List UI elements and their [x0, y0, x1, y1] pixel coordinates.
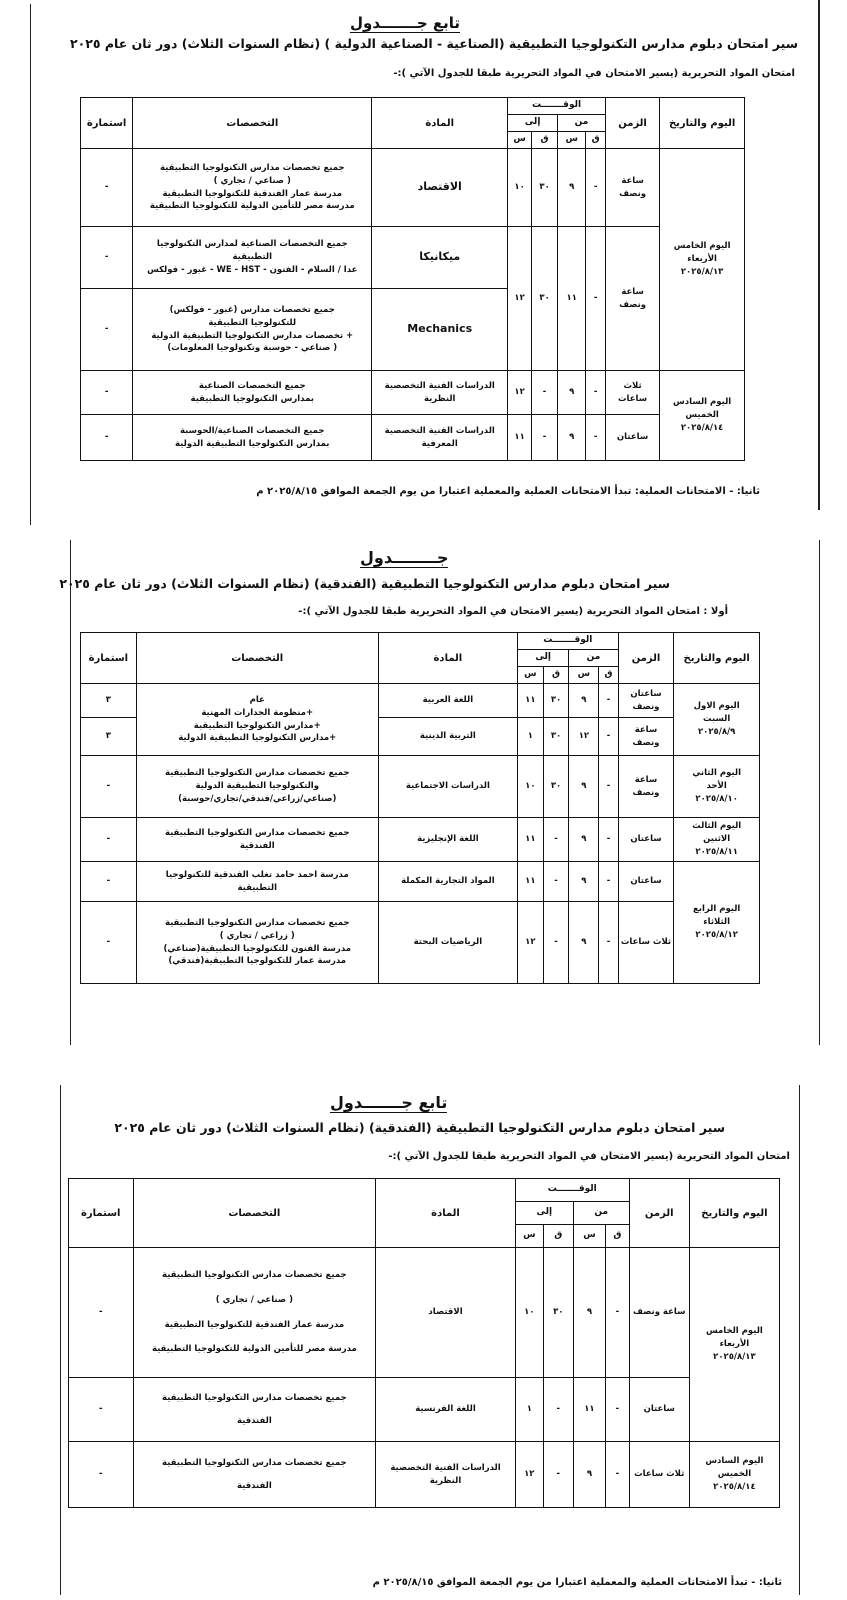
header-specs: التخصصات [133, 1179, 376, 1248]
from-hour-cell: ٩ [573, 1248, 605, 1378]
header-duration: الزمن [618, 633, 674, 684]
from-minute-cell: - [599, 818, 618, 862]
header-from-hour: س [558, 132, 586, 149]
page-subtitle: امتحان المواد التحريرية (يسير الامتحان في المواد التحريرية طبقا للجدول الآتي ):- [393, 68, 795, 79]
from-minute-cell: - [606, 1248, 630, 1378]
subject-cell: اللغة الإنجليزية [378, 818, 517, 862]
duration-cell: ساعة ونصف [629, 1248, 689, 1378]
specs-cell: جميع تخصصات مدارس التكنولوجيا التطبيقية الفندقية [133, 1442, 376, 1508]
to-hour-cell: ١١ [508, 415, 532, 461]
subject-cell: الدراسات الفنية التخصصية المعرفية [372, 415, 508, 461]
to-minute-cell: - [543, 818, 569, 862]
to-minute-cell: ٣٠ [532, 227, 558, 371]
form-cell: - [81, 149, 133, 227]
form-cell: - [69, 1442, 134, 1508]
header-form: استمارة [81, 633, 137, 684]
specs-cell: مدرسة احمد حامد تغلب الفندقية للتكنولوجيا التطبيقية [136, 862, 378, 902]
duration-cell: ساعة ونصف [605, 227, 659, 371]
from-hour-cell: ١١ [558, 227, 586, 371]
duration-cell: ساعتان [629, 1378, 689, 1442]
form-cell: - [81, 862, 137, 902]
to-hour-cell: ١١ [517, 862, 543, 902]
header-from: من [573, 1202, 629, 1225]
specs-cell: جميع تخصصات مدارس التكنولوجيا التطبيقية ( زراعي / تجاري ) مدرسة الفنون للتكنولوجيا التطبيقية(صناعي) مدرسة عمار للتكنولوجيا التطبيقية(فندقي) [136, 902, 378, 984]
page-border-right [819, 540, 820, 1045]
header-day: اليوم والتاريخ [689, 1179, 779, 1248]
subject-cell: اللغة الفرنسية [376, 1378, 516, 1442]
schedule-page-hotel-continued [60, 1085, 800, 1595]
from-minute-cell: - [606, 1378, 630, 1442]
day-cell: اليوم الخامس الأربعاء ٢٠٢٥/٨/١٣ [660, 149, 745, 371]
specs-cell: جميع تخصصات مدارس التكنولوجيا التطبيقية ( صناعي / تجاري ) مدرسة عمار الفندقية للتكنولوجيا التطبيقية مدرسة مصر للتأمين الدولية للتكنولوجيا التطبيقية [133, 1248, 376, 1378]
form-cell: - [81, 371, 133, 415]
header-to: إلى [517, 650, 568, 667]
from-minute-cell: - [599, 684, 618, 718]
from-hour-cell: ٩ [569, 684, 599, 718]
to-minute-cell: ٣٠ [543, 684, 569, 718]
to-minute-cell: - [543, 902, 569, 984]
subject-cell: الدراسات الاجتماعية [378, 756, 517, 818]
from-hour-cell: ٩ [569, 862, 599, 902]
duration-cell: ساعتان ونصف [618, 684, 674, 718]
page-heading: جــــــــدول [360, 548, 449, 567]
page-footer-note: ثانيا: - الامتحانات العملية: تبدأ الامتحانات العملية والمعملية اعتبارا من يوم الجمعة الموافق ٢٠٢٥/٨/١٥ م [256, 486, 760, 497]
to-hour-cell: ١٢ [508, 227, 532, 371]
header-time: الوقـــــــت [515, 1179, 629, 1202]
from-minute-cell: - [599, 756, 618, 818]
subject-cell: المواد التجارية المكملة [378, 862, 517, 902]
from-hour-cell: ٩ [569, 756, 599, 818]
duration-cell: ساعة ونصف [618, 718, 674, 756]
header-to-hour: س [517, 667, 543, 684]
header-specs: التخصصات [133, 98, 372, 149]
header-time: الوقـــــــت [508, 98, 606, 115]
header-from-hour: س [573, 1225, 605, 1248]
subject-cell: الدراسات الفنية التخصصية النظرية [372, 371, 508, 415]
exam-table [68, 1178, 780, 1508]
to-minute-cell: - [543, 862, 569, 902]
header-form: استمارة [69, 1179, 134, 1248]
to-hour-cell: ١٠ [515, 1248, 543, 1378]
specs-cell: جميع تخصصات مدارس التكنولوجيا التطبيقية ( صناعي / تجاري ) مدرسة عمار الفندقية للتكنولوجيا التطبيقية مدرسة مصر للتأمين الدولية للتكنولوجيا التطبيقية [133, 149, 372, 227]
page-subtitle: امتحان المواد التحريرية (يسير الامتحان في المواد التحريرية طبقا للجدول الآتي ):- [388, 1151, 790, 1162]
specs-cell: جميع التخصصات الصناعية بمدارس التكنولوجيا التطبيقية [133, 371, 372, 415]
from-minute-cell: - [586, 415, 606, 461]
subject-cell: الاقتصاد [376, 1248, 516, 1378]
to-hour-cell: ١ [515, 1378, 543, 1442]
page-title: سير امتحان دبلوم مدارس التكنولوجيا التطبيقية (الفندقية) (نظام السنوات الثلاث) دور ثان عام ٢٠٢٥ [114, 1120, 725, 1135]
day-cell: اليوم الخامس الأربعاء ٢٠٢٥/٨/١٣ [689, 1248, 779, 1442]
from-hour-cell: ٩ [558, 149, 586, 227]
from-hour-cell: ٩ [558, 371, 586, 415]
duration-cell: ساعة ونصف [605, 149, 659, 227]
to-hour-cell: ١١ [517, 684, 543, 718]
header-from-hour: س [569, 667, 599, 684]
to-minute-cell: - [543, 1378, 573, 1442]
duration-cell: ثلاث ساعات [605, 371, 659, 415]
to-hour-cell: ١ [517, 718, 543, 756]
page-border-left [30, 4, 31, 525]
page-title: سير امتحان دبلوم مدارس التكنولوجيا التطبيقية (الصناعية - الصناعية الدولية ) (نظام السنوات الثلاث) دور ثان عام ٢٠٢٥ [69, 36, 798, 51]
from-minute-cell: - [586, 371, 606, 415]
subject-cell: الاقتصاد [372, 149, 508, 227]
specs-cell: جميع تخصصات مدارس التكنولوجيا التطبيقية الفندقية [133, 1378, 376, 1442]
from-minute-cell: - [599, 862, 618, 902]
to-hour-cell: ١٠ [508, 149, 532, 227]
form-cell: ٣ [81, 718, 137, 756]
to-minute-cell: - [532, 415, 558, 461]
form-cell: - [81, 818, 137, 862]
from-hour-cell: ١١ [573, 1378, 605, 1442]
page-subtitle: أولا : امتحان المواد التحريرية (يسير الامتحان في المواد التحريرية طبقا للجدول الآتي ):- [298, 606, 728, 617]
from-minute-cell: - [586, 227, 606, 371]
specs-cell: جميع تخصصات مدارس التكنولوجيا التطبيقية والتكنولوجيا التطبيقية الدولية (صناعي/زراعي/فندقي/تجاري/حوسبة) [136, 756, 378, 818]
header-duration: الزمن [605, 98, 659, 149]
header-from-minute: ق [599, 667, 618, 684]
header-to: إلى [515, 1202, 573, 1225]
header-subject: المادة [376, 1179, 516, 1248]
page-border-left [70, 540, 71, 1045]
page-heading: تابع جـــــــدول [350, 14, 461, 32]
form-cell: ٣ [81, 684, 137, 718]
form-cell: - [81, 756, 137, 818]
from-minute-cell: - [606, 1442, 630, 1508]
from-minute-cell: - [599, 902, 618, 984]
specs-cell: جميع تخصصات مدارس (غبور - فولكس) للتكنولوجيا التطبيقية + تخصصات مدارس التكنولوجيا التطبيقية الدولية ( صناعي - حوسبة وتكنولوجيا المعلومات) [133, 289, 372, 371]
subject-cell: الدراسات الفنية التخصصية النظرية [376, 1442, 516, 1508]
specs-cell: عام +منظومة الجدارات المهنية +مدارس التكنولوجيا التطبيقية +مدارس التكنولوجيا التطبيقية الدولية [136, 684, 378, 756]
duration-cell: ساعتان [618, 818, 674, 862]
from-minute-cell: - [599, 718, 618, 756]
day-cell: اليوم السادس الخميس ٢٠٢٥/٨/١٤ [689, 1442, 779, 1508]
to-hour-cell: ١١ [517, 818, 543, 862]
header-to-minute: ق [543, 1225, 573, 1248]
specs-cell: جميع تخصصات مدارس التكنولوجيا التطبيقية الفندقية [136, 818, 378, 862]
subject-cell: التربية الدينية [378, 718, 517, 756]
form-cell: - [81, 902, 137, 984]
day-cell: اليوم السادس الخميس ٢٠٢٥/٨/١٤ [660, 371, 745, 461]
header-specs: التخصصات [136, 633, 378, 684]
header-to-hour: س [515, 1225, 543, 1248]
to-minute-cell: - [543, 1442, 573, 1508]
form-cell: - [69, 1378, 134, 1442]
exam-table [80, 97, 745, 461]
header-day: اليوم والتاريخ [674, 633, 760, 684]
form-cell: - [81, 227, 133, 289]
form-cell: - [81, 289, 133, 371]
header-day: اليوم والتاريخ [660, 98, 745, 149]
header-to-minute: ق [532, 132, 558, 149]
to-minute-cell: ٣٠ [543, 1248, 573, 1378]
header-form: استمارة [81, 98, 133, 149]
header-duration: الزمن [629, 1179, 689, 1248]
schedule-page-hotel [59, 540, 820, 1045]
header-to-hour: س [508, 132, 532, 149]
day-cell: اليوم الثالث الاثنين ٢٠٢٥/٨/١١ [674, 818, 760, 862]
from-minute-cell: - [586, 149, 606, 227]
header-to: إلى [508, 115, 558, 132]
from-hour-cell: ٩ [569, 818, 599, 862]
to-minute-cell: - [532, 371, 558, 415]
schedule-page-industrial [30, 0, 820, 525]
page-border-right [818, 0, 820, 510]
page-title: سير امتحان دبلوم مدارس التكنولوجيا التطبيقية (الفندقية) (نظام السنوات الثلاث) دور ثان عام ٢٠٢٥ [59, 576, 670, 591]
page-footer-note: ثانيا: - تبدأ الامتحانات العملية والمعملية اعتبارا من يوم الجمعة الموافق ٢٠٢٥/٨/١٥ م [372, 1577, 782, 1588]
page-heading: تابع جـــــــدول [330, 1093, 448, 1112]
header-from-minute: ق [606, 1225, 630, 1248]
duration-cell: ساعتان [618, 862, 674, 902]
form-cell: - [69, 1248, 134, 1378]
page-border-right [799, 1085, 800, 1595]
subject-cell: ميكانيكا [372, 227, 508, 289]
subject-cell: اللغة العربية [378, 684, 517, 718]
to-minute-cell: ٣٠ [532, 149, 558, 227]
header-subject: المادة [378, 633, 517, 684]
from-hour-cell: ١٢ [569, 718, 599, 756]
form-cell: - [81, 415, 133, 461]
to-hour-cell: ١٢ [508, 371, 532, 415]
header-from-minute: ق [586, 132, 606, 149]
header-subject: المادة [372, 98, 508, 149]
from-hour-cell: ٩ [569, 902, 599, 984]
header-from: من [558, 115, 606, 132]
exam-table [80, 632, 760, 984]
header-to-minute: ق [543, 667, 569, 684]
to-hour-cell: ١٢ [515, 1442, 543, 1508]
page-border-left [60, 1085, 61, 1595]
day-cell: اليوم الثاني الأحد ٢٠٢٥/٨/١٠ [674, 756, 760, 818]
from-hour-cell: ٩ [558, 415, 586, 461]
duration-cell: ساعة ونصف [618, 756, 674, 818]
header-from: من [569, 650, 618, 667]
subject-cell: Mechanics [372, 289, 508, 371]
to-minute-cell: ٣٠ [543, 756, 569, 818]
to-hour-cell: ١٠ [517, 756, 543, 818]
duration-cell: ثلاث ساعات [618, 902, 674, 984]
from-hour-cell: ٩ [573, 1442, 605, 1508]
to-hour-cell: ١٢ [517, 902, 543, 984]
day-cell: اليوم الرابع الثلاثاء ٢٠٢٥/٨/١٢ [674, 862, 760, 984]
subject-cell: الرياضيات البحتة [378, 902, 517, 984]
specs-cell: جميع التخصصات الصناعية/الحوسبة بمدارس التكنولوجيا التطبيقية الدولية [133, 415, 372, 461]
duration-cell: ثلاث ساعات [629, 1442, 689, 1508]
header-time: الوقـــــــت [517, 633, 618, 650]
day-cell: اليوم الاول السبت ٢٠٢٥/٨/٩ [674, 684, 760, 756]
specs-cell: جميع التخصصات الصناعية لمدارس التكنولوجيا التطبيقية عدا / السلام - الفنون - WE - HST - غبور - فولكس [133, 227, 372, 289]
duration-cell: ساعتان [605, 415, 659, 461]
to-minute-cell: ٣٠ [543, 718, 569, 756]
